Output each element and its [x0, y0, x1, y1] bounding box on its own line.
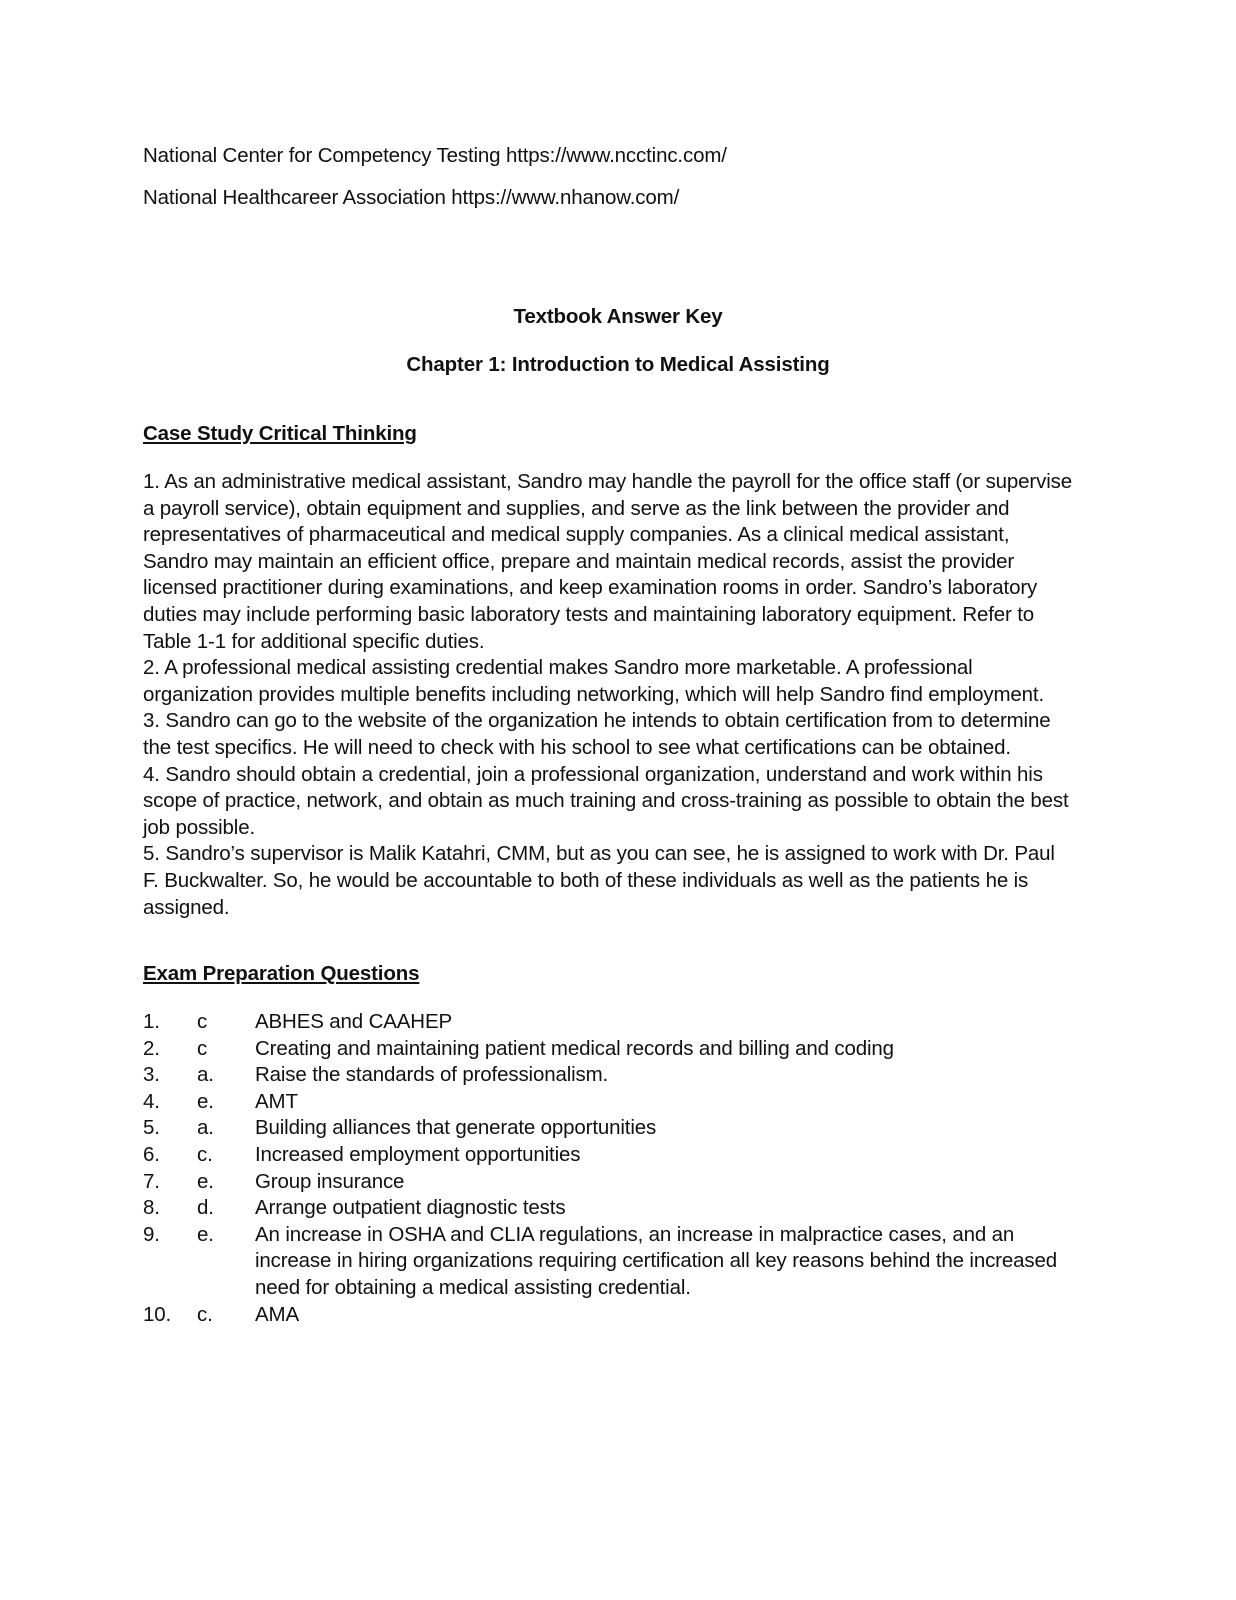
answer-text: Group insurance [255, 1169, 405, 1193]
exam-answer-row [143, 1142, 1073, 1169]
question-number: 6. [143, 1142, 160, 1166]
case-study-answer: 1. As an administrative medical assistant, Sandro may handle the payroll for the office staff (or supervise a payroll service), obtain equipment and supplies, and serve as the link between the provider and representatives of pharmaceutical and medical supply companies. As a clinical medical assistant, Sandro may maintain an efficient office, prepare and maintain medical records, assist the provider licensed practitioner during examinations, and keep examination rooms in order. Sandro’s laboratory duties may include performing basic laboratory tests and maintaining laboratory equipment. Refer to Table 1-1 for additional specific duties. [143, 470, 1072, 653]
answer-text: AMT [255, 1089, 298, 1113]
question-number: 7. [143, 1169, 160, 1193]
answer-letter: a. [197, 1116, 214, 1140]
exam-answer-row [143, 1169, 1073, 1196]
case-study-answer: 2. A professional medical assisting credential makes Sandro more marketable. A professional organization provides multiple benefits including networking, which will help Sandro find employment. [143, 656, 1045, 706]
answer-letter: e. [197, 1169, 214, 1193]
exam-answer-row [143, 1222, 1073, 1302]
case-study-answer: 4. Sandro should obtain a credential, join a professional organization, understand and work within his scope of practice, network, and obtain as much training and cross-training as possible to obtain the best job possible. [143, 762, 1069, 839]
organization-line: National Center for Competency Testing https://www.ncctinc.com/ [143, 144, 727, 167]
question-number: 3. [143, 1063, 160, 1087]
case-study-answer: 5. Sandro’s supervisor is Malik Katahri, CMM, but as you can see, he is assigned to work with Dr. Paul F. Buckwalter. So, he would be accountable to both of these individuals as well as the patients he is assigned. [143, 842, 1055, 919]
question-number: 9. [143, 1222, 160, 1246]
document-title: Textbook Answer Key [513, 305, 723, 328]
exam-answer-row [143, 1036, 1073, 1063]
question-number: 8. [143, 1196, 160, 1220]
answer-text: Creating and maintaining patient medical records and billing and coding [255, 1036, 894, 1060]
case-study-heading: Case Study Critical Thinking [143, 422, 417, 445]
chapter-title: Chapter 1: Introduction to Medical Assisting [406, 353, 830, 376]
answer-letter: e. [197, 1089, 214, 1113]
exam-answer-row [143, 1115, 1073, 1142]
answer-text: An increase in OSHA and CLIA regulations, an increase in malpractice cases, and an increase in hiring organizations requiring certification all key reasons behind the increased need for obtaining a medical assisting credential. [255, 1222, 1057, 1299]
exam-prep-answers [143, 1009, 1073, 1328]
answer-text: Increased employment opportunities [255, 1142, 581, 1166]
case-study-answers [143, 469, 1073, 921]
answer-letter: c. [197, 1302, 213, 1326]
answer-letter: c [197, 1036, 208, 1060]
answer-letter: e. [197, 1222, 214, 1246]
answer-text: Raise the standards of professionalism. [255, 1063, 609, 1087]
organization-line: National Healthcareer Association https://www.nhanow.com/ [143, 186, 680, 209]
answer-letter: d. [197, 1196, 214, 1220]
answer-text: AMA [255, 1302, 299, 1326]
answer-letter: c [197, 1010, 208, 1033]
question-number: 4. [143, 1089, 160, 1113]
exam-answer-row [143, 1302, 1073, 1329]
exam-prep-heading: Exam Preparation Questions [143, 962, 420, 985]
answer-letter: c. [197, 1142, 213, 1166]
answer-text: Arrange outpatient diagnostic tests [255, 1196, 566, 1220]
question-number: 1. [143, 1010, 160, 1033]
answer-letter: a. [197, 1063, 214, 1087]
exam-answer-row [143, 1089, 1073, 1116]
question-number: 10. [143, 1302, 172, 1326]
answer-text: Building alliances that generate opportunities [255, 1116, 657, 1140]
answer-text: ABHES and CAAHEP [255, 1010, 452, 1033]
question-number: 2. [143, 1036, 160, 1060]
case-study-answer: 3. Sandro can go to the website of the organization he intends to obtain certification from to determine the test specifics. He will need to check with his school to see what certifications can be obtained. [143, 709, 1051, 759]
exam-answer-row [143, 1195, 1073, 1222]
exam-answer-row [143, 1009, 1073, 1036]
exam-answer-row [143, 1062, 1073, 1089]
question-number: 5. [143, 1116, 160, 1140]
